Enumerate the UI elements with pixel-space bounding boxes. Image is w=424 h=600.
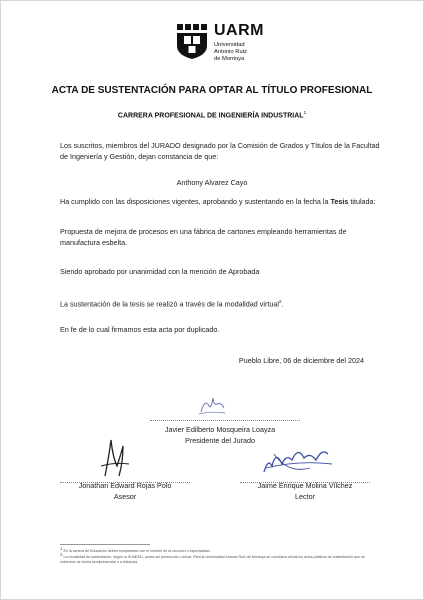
statement-paragraph	[60, 196, 380, 207]
modality-text: La sustentación de la tesis se realizó a través de la modalidad virtual	[60, 299, 279, 309]
footnote-2	[60, 553, 370, 564]
statement-text: Ha cumplido con las disposiciones vigentes, aprobando y sustentando en la fecha la	[60, 197, 331, 206]
university-logo	[176, 22, 296, 72]
president-role: Presidente del Jurado	[185, 436, 255, 445]
advisor-role: Asesor	[113, 492, 137, 501]
statement-text-end: titulada:	[348, 197, 376, 206]
advisor-signature-icon	[95, 436, 135, 482]
statement-bold: Tesis	[330, 197, 349, 206]
document-title: ACTA DE SUSTENTACIÓN PARA OPTAR AL TÍTULO PROFESIONAL	[51, 85, 373, 96]
footnote-mark: 2	[278, 299, 282, 304]
career-text: CARRERA PROFESIONAL DE INGENIERÍA INDUSTRIAL	[117, 112, 304, 120]
crest-icon	[176, 22, 208, 60]
logo-line: Antonio Ruiz	[214, 48, 247, 55]
logo-wordmark: UARM	[214, 22, 264, 39]
career-heading	[0, 110, 424, 119]
president-signature-icon	[195, 392, 229, 418]
president-signature-line	[150, 420, 300, 421]
approval-line: Siendo aprobado por unanimidad con la mención de Aprobada	[60, 267, 260, 276]
president-name: Javier Edilberto Mosqueira Loayza	[164, 425, 276, 434]
footnote-1-mark: 1	[60, 546, 63, 551]
footnote-divider	[60, 544, 150, 545]
footnote-2-text: La modalidad de sustentación, según la SUNEDU, podrá ser presencial o virtual. Para la Universidad Antonio Ruiz de Montoya se considera virtual los actos públicos de sustentación que se realizaron de forma semipresencial o a distancia.	[60, 555, 365, 564]
reader-signature-block	[230, 480, 380, 502]
intro-paragraph: Los suscritos, miembros del JURADO designado por la Comisión de Grados y Títulos de la Facultad de Ingeniería y Gestión, dejan constancia de que:	[60, 141, 380, 161]
modality-end: .	[281, 299, 284, 309]
advisor-name: Jonathan Edward Rojas Polo	[78, 481, 172, 490]
advisor-signature-block	[50, 480, 200, 502]
logo-line: Universidad	[214, 42, 245, 48]
candidate-name: Anthony Alvarez Cayo	[176, 178, 248, 187]
duplicate-line: En fe de lo cual firmamos esta acta por duplicado.	[60, 325, 220, 334]
reader-role: Lector	[295, 492, 315, 501]
footnote-1-text: En la carrera de Educación deben completarse con el nombre de la mención o especialidad.	[63, 549, 211, 554]
modality-line	[60, 296, 380, 309]
reader-name: Jaime Enrique Molina Vílchez	[257, 481, 353, 490]
place-date: Pueblo Libre, 06 de diciembre del 2024	[238, 356, 364, 365]
logo-subtitle	[214, 42, 294, 62]
footnote-mark: 1	[303, 110, 307, 115]
logo-line: de Montoya	[214, 55, 245, 62]
reader-signature-icon	[258, 438, 338, 480]
thesis-title: Propuesta de mejora de procesos en una fábrica de cartones empleando herramientas de manufactura esbelta.	[60, 227, 347, 247]
footnote-2-mark: 2	[60, 552, 63, 557]
